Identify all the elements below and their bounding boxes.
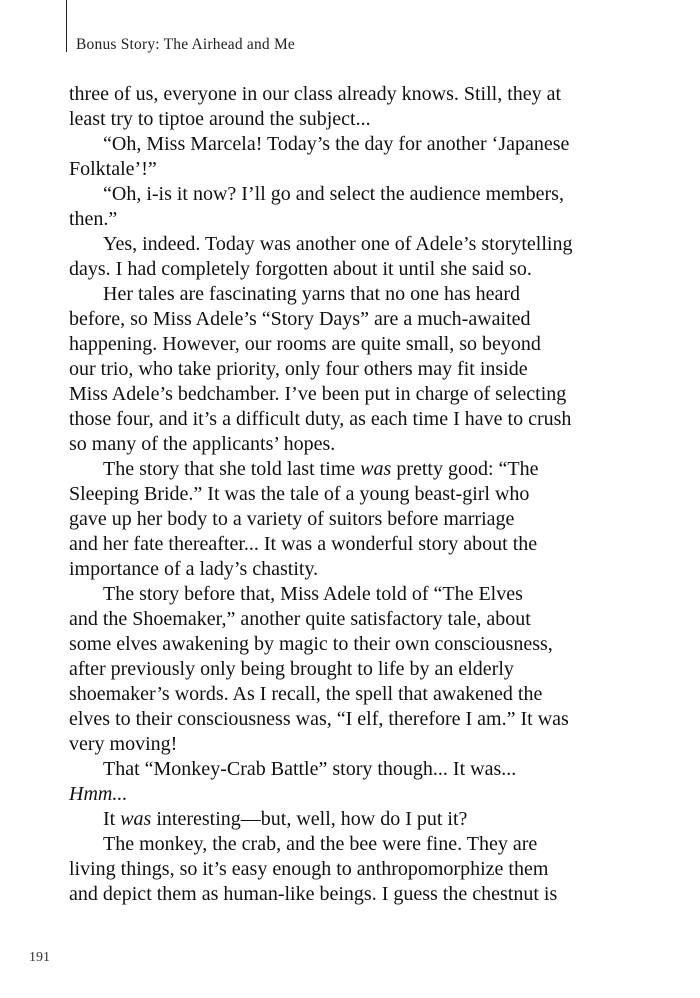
text-line: and her fate thereafter... It was a wonderful story about the [69,533,538,555]
text-line [69,807,639,832]
emphasis-text: was [360,458,392,480]
text-line: The story before that, Miss Adele told of “The Elves [103,583,523,605]
text-line: Sleeping Bride.” It was the tale of a young beast-girl who [69,483,530,505]
text-run: interesting—but, well, how do I put it? [151,808,468,830]
header-rule [66,0,67,52]
emphasis-text: was [120,808,152,830]
text-line: those four, and it’s a difficult duty, as each time I have to crush [69,408,572,430]
text-line: before, so Miss Adele’s “Story Days” are a much-awaited [69,308,531,330]
text-line: after previously only being brought to life by an elderly [69,658,514,680]
text-line: happening. However, our rooms are quite small, so beyond [69,333,541,355]
text-line: so many of the applicants’ hopes. [69,433,336,455]
text-line: then.” [69,208,118,230]
text-line: Yes, indeed. Today was another one of Adele’s storytelling [103,233,573,255]
running-header: Bonus Story: The Airhead and Me [76,36,296,53]
text-line: three of us, everyone in our class already knows. Still, they at [69,83,562,105]
text-line: That “Monkey-Crab Battle” story though... It was... [103,758,517,780]
page-body [69,82,639,907]
text-line: and depict them as human-like beings. I guess the chestnut is [69,883,558,905]
text-line: importance of a lady’s chastity. [69,558,319,580]
text-line: Miss Adele’s bedchamber. I’ve been put in charge of selecting [69,383,567,405]
text-line: “Oh, Miss Marcela! Today’s the day for another ‘Japanese [103,133,570,155]
text-line: Folktale’!” [69,158,157,180]
text-line: Her tales are fascinating yarns that no one has heard [103,283,521,305]
text-line: “Oh, i-is it now? I’ll go and select the audience members, [103,183,564,205]
text-line: Hmm... [69,783,128,805]
text-line: least try to tiptoe around the subject... [69,108,371,130]
text-line: days. I had completely forgotten about it until she said so. [69,258,532,280]
text-line: living things, so it’s easy enough to anthropomorphize them [69,858,549,880]
text-line: The monkey, the crab, and the bee were fine. They are [103,833,538,855]
text-line: elves to their consciousness was, “I elf, therefore I am.” It was [69,708,569,730]
text-line: and the Shoemaker,” another quite satisfactory tale, about [69,608,531,630]
text-line: some elves awakening by magic to their own consciousness, [69,633,553,655]
text-line: shoemaker’s words. As I recall, the spell that awakened the [69,683,543,705]
text-line: our trio, who take priority, only four others may fit inside [69,358,528,380]
page-number: 191 [29,950,50,965]
text-run: The story that she told last time [103,458,361,480]
text-line: very moving! [69,733,178,755]
text-line: gave up her body to a variety of suitors before marriage [69,508,515,530]
text-run: It [103,808,121,830]
text-run: pretty good: “The [391,458,539,480]
text-line [69,457,639,482]
